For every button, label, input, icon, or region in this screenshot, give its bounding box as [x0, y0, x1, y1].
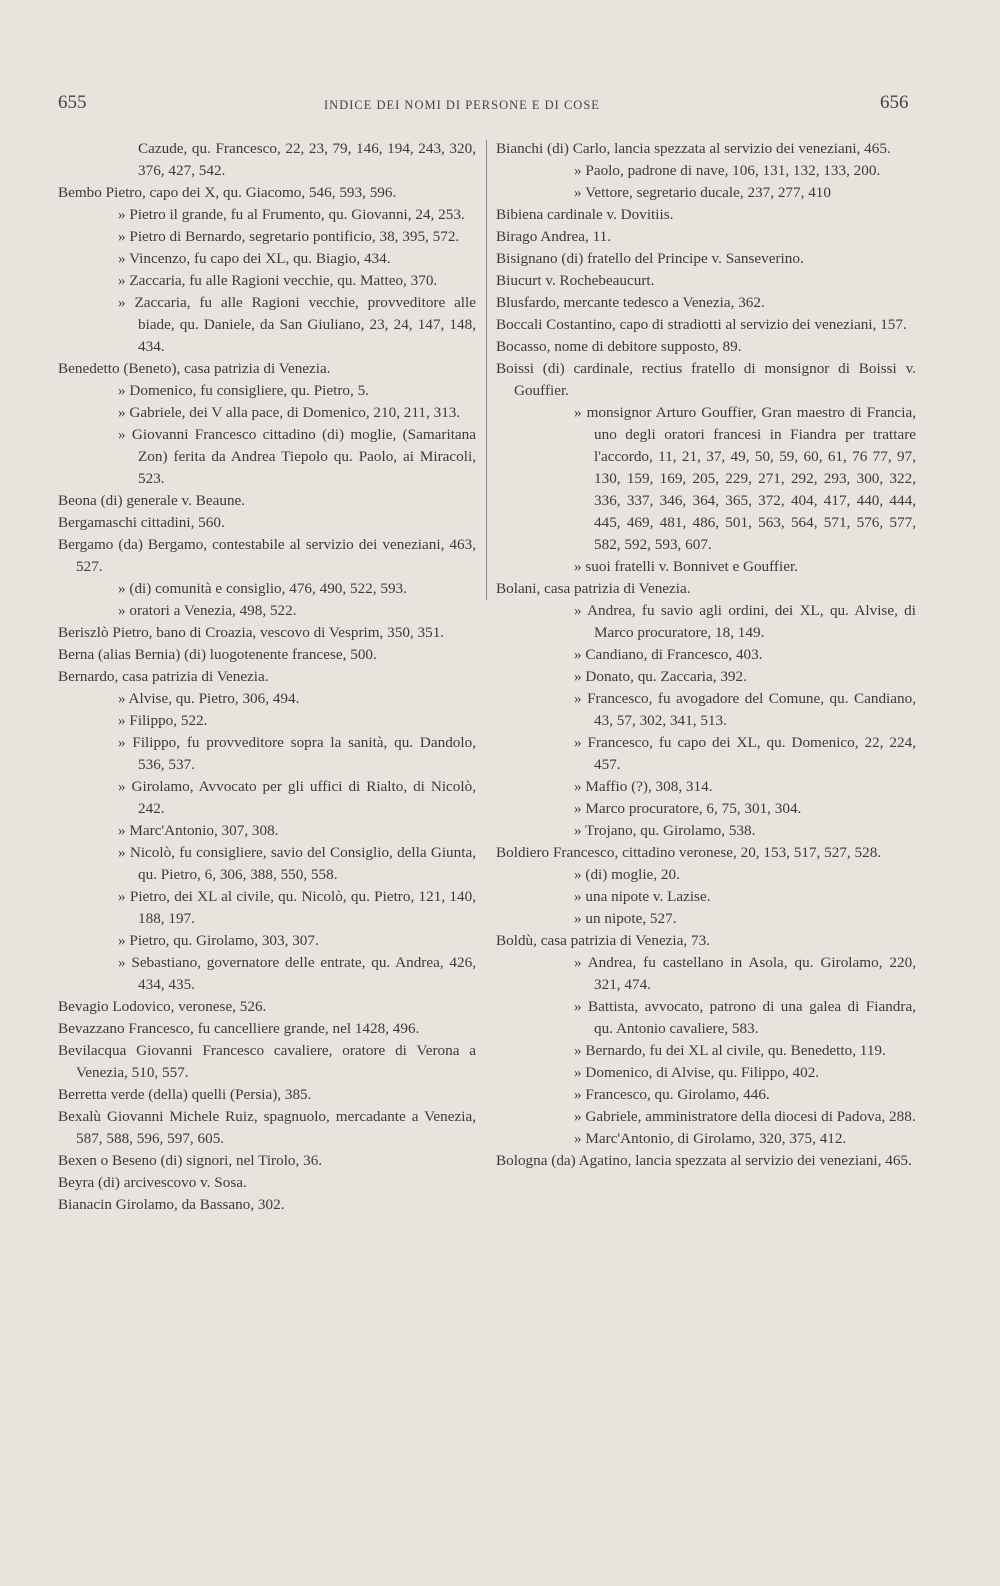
index-entry: Bergamaschi cittadini, 560.: [58, 514, 225, 531]
index-entry: » Filippo, fu provveditore sopra la sanità, qu. Dandolo, 536, 537.: [118, 734, 476, 773]
index-entry: » Zaccaria, fu alle Ragioni vecchie, qu. Matteo, 370.: [118, 272, 438, 289]
index-entry: » suoi fratelli v. Bonnivet e Gouffier.: [574, 558, 798, 575]
index-entry: Bologna (da) Agatino, lancia spezzata al servizio dei veneziani, 465.: [496, 1152, 912, 1169]
running-title: INDICE DEI NOMI DI PERSONE E DI COSE: [324, 98, 600, 112]
index-entry: » Girolamo, Avvocato per gli uffici di Rialto, di Nicolò, 242.: [118, 778, 476, 817]
index-entry: » Candiano, di Francesco, 403.: [574, 646, 763, 663]
index-entry: Berretta verde (della) quelli (Persia), 385.: [58, 1086, 312, 1103]
index-entry: Bergamo (da) Bergamo, contestabile al servizio dei veneziani, 463, 527.: [58, 536, 476, 575]
index-entry: » Maffio (?), 308, 314.: [574, 778, 713, 795]
index-entry: » Francesco, fu capo dei XL, qu. Domenico, 22, 224, 457.: [574, 734, 916, 773]
index-entry: Benedetto (Beneto), casa patrizia di Venezia.: [58, 360, 331, 377]
index-entry: Blusfardo, mercante tedesco a Venezia, 362.: [496, 294, 765, 311]
index-entry: » (di) moglie, 20.: [574, 866, 680, 883]
index-entry: » Marco procuratore, 6, 75, 301, 304.: [574, 800, 802, 817]
index-entry: Boccali Costantino, capo di stradiotti al servizio dei veneziani, 157.: [496, 316, 907, 333]
left-index-column: [58, 138, 476, 1216]
index-entry: » Gabriele, dei V alla pace, di Domenico, 210, 211, 313.: [118, 404, 461, 421]
column-divider: [486, 140, 487, 600]
index-entry: » Bernardo, fu dei XL al civile, qu. Benedetto, 119.: [574, 1042, 886, 1059]
index-entry: Biucurt v. Rochebeaucurt.: [496, 272, 655, 289]
index-entry: Bianchi (di) Carlo, lancia spezzata al servizio dei veneziani, 465.: [496, 140, 891, 157]
index-entry: Beriszlò Pietro, bano di Croazia, vescovo di Vesprim, 350, 351.: [58, 624, 445, 641]
index-entry: » Andrea, fu savio agli ordini, dei XL, qu. Alvise, di Marco procuratore, 18, 149.: [574, 602, 916, 641]
right-index-column: [496, 138, 916, 1172]
index-entry: » Zaccaria, fu alle Ragioni vecchie, provveditore alle biade, qu. Daniele, da San Giuliano, 23, 24, 147, 148, 434.: [118, 294, 476, 355]
index-entry: Bexalù Giovanni Michele Ruiz, spagnuolo, mercadante a Venezia, 587, 588, 596, 597, 605.: [58, 1108, 476, 1147]
index-entry: » Pietro il grande, fu al Frumento, qu. Giovanni, 24, 253.: [118, 206, 465, 223]
index-entry: » Pietro, qu. Girolamo, 303, 307.: [118, 932, 319, 949]
index-entry: Bevilacqua Giovanni Francesco cavaliere, oratore di Verona a Venezia, 510, 557.: [58, 1042, 476, 1081]
index-entry: Bembo Pietro, capo dei X, qu. Giacomo, 546, 593, 596.: [58, 184, 397, 201]
index-entry: » monsignor Arturo Gouffier, Gran maestro di Francia, uno degli oratori francesi in Fiandra per trattare l'accordo, 11, 21, 37, 49, 50, 59, 60, 61, 76 77, 97, 130, 159, 169, 205, 229, 271, 292, 293, 300, 322, 336, 337, 346, 364, 365, 372, 404, 417, 440, 444, 445, 469, 481, 486, 501, 563, 564, 571, 576, 577, 582, 592, 593, 607.: [574, 404, 916, 553]
index-entry: Bolani, casa patrizia di Venezia.: [496, 580, 691, 597]
index-entry: » Vettore, segretario ducale, 237, 277, 410: [574, 184, 831, 201]
index-entry: » Francesco, fu avogadore del Comune, qu. Candiano, 43, 57, 302, 341, 513.: [574, 690, 916, 729]
index-entry: Boissi (di) cardinale, rectius fratello di monsignor di Boissi v. Gouffier.: [496, 360, 916, 399]
index-entry: » Giovanni Francesco cittadino (di) moglie, (Samaritana Zon) ferita da Andrea Tiepolo qu. Paolo, ai Miracoli, 523.: [118, 426, 476, 487]
index-entry: » Filippo, 522.: [118, 712, 208, 729]
index-entry: » Battista, avvocato, patrono di una galea di Fiandra, qu. Antonio cavaliere, 583.: [574, 998, 916, 1037]
index-entry: » Alvise, qu. Pietro, 306, 494.: [118, 690, 300, 707]
index-entry: Bocasso, nome di debitore supposto, 89.: [496, 338, 742, 355]
index-entry: » Andrea, fu castellano in Asola, qu. Girolamo, 220, 321, 474.: [574, 954, 916, 993]
index-entry: Boldù, casa patrizia di Venezia, 73.: [496, 932, 710, 949]
index-entry: » Domenico, fu consigliere, qu. Pietro, 5.: [118, 382, 369, 399]
index-entry: » Pietro, dei XL al civile, qu. Nicolò, qu. Pietro, 121, 140, 188, 197.: [118, 888, 476, 927]
index-entry: » oratori a Venezia, 498, 522.: [118, 602, 297, 619]
index-entry: Bevagio Lodovico, veronese, 526.: [58, 998, 267, 1015]
index-entry: Bernardo, casa patrizia di Venezia.: [58, 668, 269, 685]
index-entry: » Gabriele, amministratore della diocesi di Padova, 288.: [574, 1108, 916, 1125]
index-entry: Bevazzano Francesco, fu cancelliere grande, nel 1428, 496.: [58, 1020, 420, 1037]
index-entry: Boldiero Francesco, cittadino veronese, 20, 153, 517, 527, 528.: [496, 844, 882, 861]
index-entry: Bianacin Girolamo, da Bassano, 302.: [58, 1196, 285, 1213]
index-entry: » Francesco, qu. Girolamo, 446.: [574, 1086, 770, 1103]
index-entry: » un nipote, 527.: [574, 910, 677, 927]
page-header: [0, 92, 1000, 122]
index-entry: Bexen o Beseno (di) signori, nel Tirolo, 36.: [58, 1152, 323, 1169]
index-entry: Beyra (di) arcivescovo v. Sosa.: [58, 1174, 247, 1191]
index-entry: » Marc'Antonio, 307, 308.: [118, 822, 279, 839]
index-entry: » Domenico, di Alvise, qu. Filippo, 402.: [574, 1064, 820, 1081]
index-entry: » Nicolò, fu consigliere, savio del Consiglio, della Giunta, qu. Pietro, 6, 306, 388, 550, 558.: [118, 844, 476, 883]
index-entry: » una nipote v. Lazise.: [574, 888, 711, 905]
index-entry: Bisignano (di) fratello del Principe v. Sanseverino.: [496, 250, 804, 267]
index-entry: » Donato, qu. Zaccaria, 392.: [574, 668, 747, 685]
index-entry: » Paolo, padrone di nave, 106, 131, 132, 133, 200.: [574, 162, 881, 179]
index-entry: » (di) comunità e consiglio, 476, 490, 522, 593.: [118, 580, 407, 597]
index-entry: Berna (alias Bernia) (di) luogotenente francese, 500.: [58, 646, 377, 663]
left-page-number: 655: [58, 92, 87, 113]
index-entry: Birago Andrea, 11.: [496, 228, 612, 245]
index-entry: » Pietro di Bernardo, segretario pontificio, 38, 395, 572.: [118, 228, 460, 245]
index-entry: Cazude, qu. Francesco, 22, 23, 79, 146, 194, 243, 320, 376, 427, 542.: [138, 140, 476, 179]
index-entry: Beona (di) generale v. Beaune.: [58, 492, 246, 509]
index-entry: » Vincenzo, fu capo dei XL, qu. Biagio, 434.: [118, 250, 391, 267]
index-entry: » Trojano, qu. Girolamo, 538.: [574, 822, 756, 839]
index-entry: » Sebastiano, governatore delle entrate, qu. Andrea, 426, 434, 435.: [118, 954, 476, 993]
right-page-number: 656: [880, 92, 909, 113]
index-entry: Bibiena cardinale v. Dovitiis.: [496, 206, 674, 223]
index-entry: » Marc'Antonio, di Girolamo, 320, 375, 412.: [574, 1130, 847, 1147]
